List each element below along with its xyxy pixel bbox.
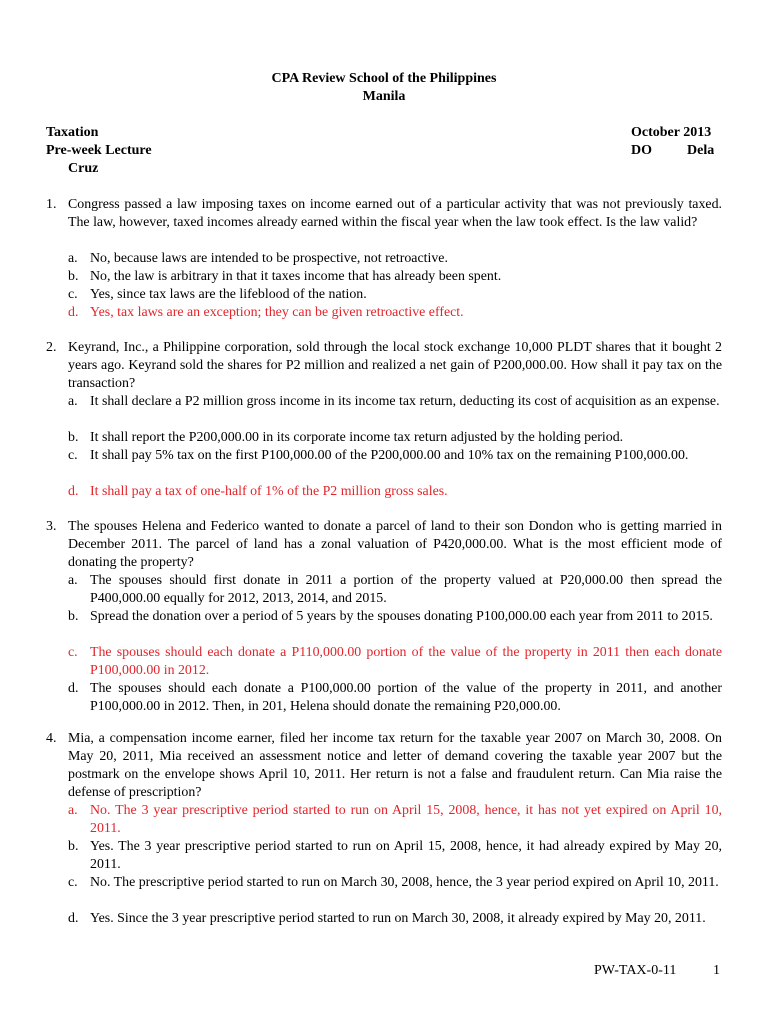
choice-label: b. [68,269,79,284]
choice-label: b. [68,609,79,624]
choice-text: Spread the donation over a period of 5 years by the spouses donating P100,000.00 each year from 2011 to 2015. [90,609,713,624]
choice-text: It shall report the P200,000.00 in its corporate income tax return adjusted by the holding period. [90,430,624,445]
date-label: October 2013 [631,125,712,140]
choice-label: b. [68,839,79,854]
choice-label: c. [68,875,78,890]
choice-text: Yes. Since the 3 year prescriptive period started to run on March 30, 2008, it already expired by May 20, 2011. [90,911,706,926]
lecture-label: Pre-week Lecture [46,143,152,158]
choice-text: No. The 3 year prescriptive period started to run on April 15, 2008, hence, it has not yet expired on April 10, 2011. [90,803,722,836]
page-code: PW-TAX-0-11 [594,963,677,978]
choice-label: d. [68,911,79,926]
choice-text: Yes. The 3 year prescriptive period started to run on April 15, 2008, hence, it had already expired by May 20, 2011. [90,839,722,872]
choice-text: No, because laws are intended to be prospective, not retroactive. [90,251,448,266]
lecturer-name-part2: Cruz [68,161,99,176]
choice-label: d. [68,305,79,320]
choice-text: Yes, since tax laws are the lifeblood of the nation. [90,287,367,302]
choice-label: c. [68,645,78,660]
choice-text: The spouses should each donate a P110,000.00 portion of the value of the property in 2011 then each donate P100,000.00 in 2012. [90,645,722,678]
choice-label: a. [68,573,78,588]
choice-label: b. [68,430,79,445]
choice-text: It shall pay 5% tax on the first P100,000.00 of the P200,000.00 and 10% tax on the remaining P100,000.00. [90,448,689,463]
question-text: Congress passed a law imposing taxes on income earned out of a particular activity that was not previously taxed. The law, however, taxed incomes already earned within the fiscal year when the law took effect. Is the law valid? [68,197,722,230]
question-number: 3. [46,519,57,534]
choice-label: a. [68,251,78,266]
page-number: 1 [713,963,720,978]
choice-text: It shall pay a tax of one-half of 1% of the P2 million gross sales. [90,484,448,499]
choice-label: c. [68,448,78,463]
choice-label: d. [68,484,79,499]
choice-text: No. The prescriptive period started to run on March 30, 2008, hence, the 3 year period expired on April 10, 2011. [90,875,719,890]
choice-text: The spouses should first donate in 2011 a portion of the property valued at P20,000.00 then spread the P400,000.00 equally for 2012, 2013, 2014, and 2015. [90,573,722,606]
choice-text: Yes, tax laws are an exception; they can be given retroactive effect. [90,305,464,320]
subject-label: Taxation [46,125,99,140]
lecturer-name-part1: DO Dela [631,143,715,158]
question-text: Keyrand, Inc., a Philippine corporation, sold through the local stock exchange 10,000 PLDT shares that it bought 2 years ago. Keyrand sold the shares for P2 million and realized a net gain of P200,000.00. How shall it pay tax on the transaction? [68,340,722,391]
question-number: 2. [46,340,57,355]
city-name: Manila [362,89,406,104]
question-text: Mia, a compensation income earner, filed her income tax return for the taxable year 2007 on March 30, 2008. On May 20, 2011, Mia received an assessment notice and letter of demand covering the taxable year 2007 but the postmark on the envelope shows April 10, 2011. Her return is not a false and fraudulent return. Can Mia raise the defense of prescription? [68,731,722,800]
question-text: The spouses Helena and Federico wanted to donate a parcel of land to their son Dondon who is getting married in December 2011. The parcel of land has a zonal valuation of P420,000.00. What is the most efficient mode of donating the property? [68,519,722,570]
question-number: 1. [46,197,57,212]
choice-label: a. [68,803,78,818]
choice-text: It shall declare a P2 million gross income in its income tax return, deducting its cost of acquisition as an expense. [90,394,720,409]
school-name: CPA Review School of the Philippines [271,71,497,86]
choice-text: The spouses should each donate a P100,000.00 portion of the value of the property in 2011, and another P100,000.00 in 2012. Then, in 201, Helena should donate the remaining P20,000.00. [90,681,722,714]
choice-label: a. [68,394,78,409]
choice-label: d. [68,681,79,696]
question-number: 4. [46,731,57,746]
choice-label: c. [68,287,78,302]
choice-text: No, the law is arbitrary in that it taxes income that has already been spent. [90,269,502,284]
